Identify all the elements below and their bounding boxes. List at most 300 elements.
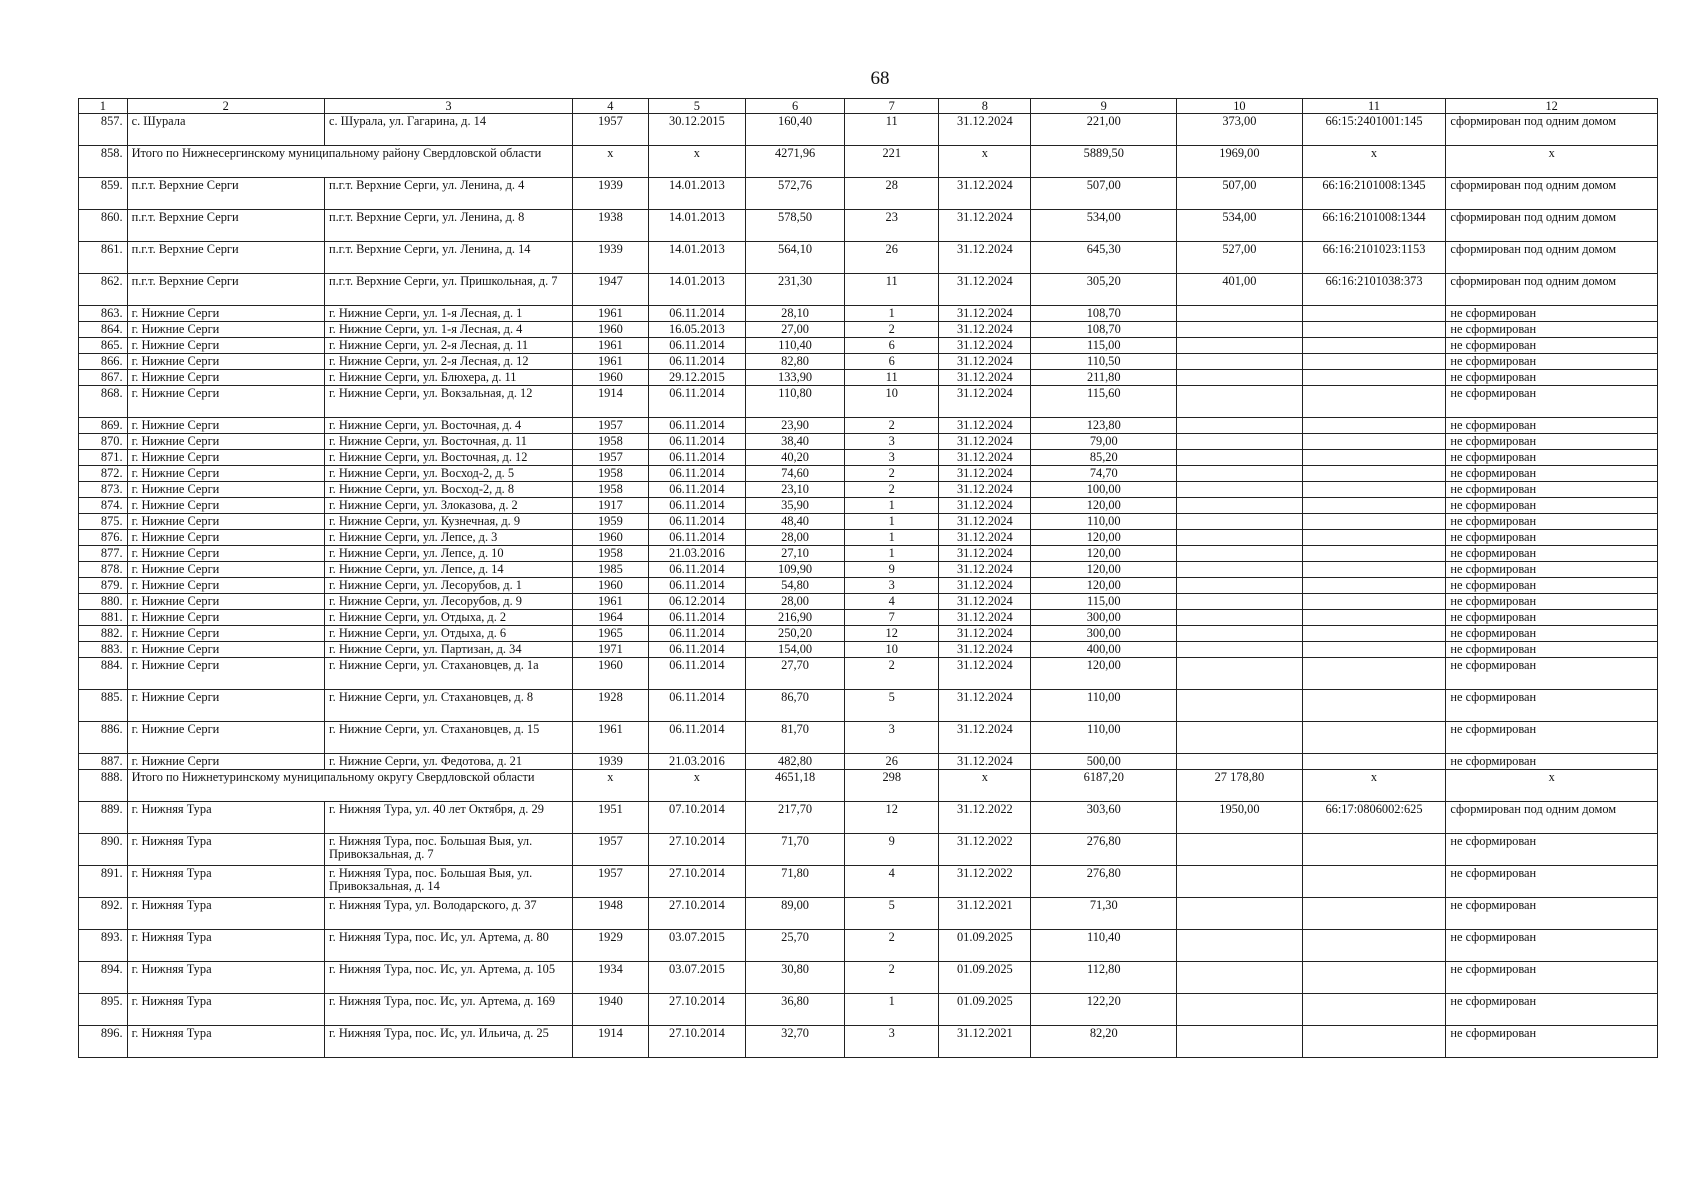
address-cell: с. Шурала, ул. Гагарина, д. 14 — [324, 114, 572, 146]
deadline-date-cell: 31.12.2024 — [939, 546, 1031, 562]
table-row — [79, 530, 1658, 546]
deadline-date-cell: 31.12.2024 — [939, 306, 1031, 322]
value-cell: 120,00 — [1031, 562, 1177, 578]
land-area-cell — [1177, 722, 1303, 754]
date-cell: 06.11.2014 — [648, 338, 745, 354]
address-cell: п.г.т. Верхние Серги, ул. Пришкольная, д. 7 — [324, 274, 572, 306]
year-cell: 1938 — [572, 210, 648, 242]
date-cell: 06.11.2014 — [648, 466, 745, 482]
land-status-cell: х — [1446, 146, 1658, 178]
table-row — [79, 962, 1658, 994]
value-cell: 5889,50 — [1031, 146, 1177, 178]
date-cell: 27.10.2014 — [648, 1026, 745, 1058]
date-cell: 07.10.2014 — [648, 802, 745, 834]
address-cell: п.г.т. Верхние Серги, ул. Ленина, д. 4 — [324, 178, 572, 210]
year-cell: 1957 — [572, 834, 648, 866]
settlement-cell: г. Нижние Серги — [127, 690, 324, 722]
area-cell: 564,10 — [745, 242, 844, 274]
area-cell: 27,10 — [745, 546, 844, 562]
residents-cell: 1 — [845, 530, 939, 546]
col-header-5: 5 — [648, 99, 745, 114]
table-row — [79, 898, 1658, 930]
area-cell: 30,80 — [745, 962, 844, 994]
date-cell: 06.11.2014 — [648, 482, 745, 498]
row-number-cell: 891. — [79, 866, 128, 898]
land-status-cell: сформирован под одним домом — [1446, 178, 1658, 210]
area-cell: 160,40 — [745, 114, 844, 146]
land-area-cell — [1177, 562, 1303, 578]
land-area-cell — [1177, 514, 1303, 530]
area-cell: 28,10 — [745, 306, 844, 322]
address-cell: г. Нижняя Тура, пос. Ис, ул. Артема, д. 80 — [324, 930, 572, 962]
row-number-cell: 896. — [79, 1026, 128, 1058]
row-number-cell: 863. — [79, 306, 128, 322]
table-row — [79, 1026, 1658, 1058]
settlement-cell: г. Нижняя Тура — [127, 1026, 324, 1058]
value-cell: 500,00 — [1031, 754, 1177, 770]
deadline-date-cell: 31.12.2024 — [939, 754, 1031, 770]
cadastral-number-cell — [1302, 722, 1446, 754]
residents-cell: 9 — [845, 834, 939, 866]
cadastral-number-cell — [1302, 354, 1446, 370]
address-cell: г. Нижние Серги, ул. Восточная, д. 12 — [324, 450, 572, 466]
date-cell: 14.01.2013 — [648, 242, 745, 274]
cadastral-number-cell: 66:16:2101023:1153 — [1302, 242, 1446, 274]
date-cell: 27.10.2014 — [648, 994, 745, 1026]
settlement-cell: г. Нижние Серги — [127, 482, 324, 498]
address-cell: г. Нижние Серги, ул. Восточная, д. 11 — [324, 434, 572, 450]
land-status-cell: не сформирован — [1446, 626, 1658, 642]
land-status-cell: не сформирован — [1446, 482, 1658, 498]
address-cell: г. Нижние Серги, ул. 2-я Лесная, д. 12 — [324, 354, 572, 370]
settlement-cell: г. Нижние Серги — [127, 722, 324, 754]
area-cell: 28,00 — [745, 530, 844, 546]
area-cell: 231,30 — [745, 274, 844, 306]
address-cell: г. Нижние Серги, ул. Лепсе, д. 10 — [324, 546, 572, 562]
row-number-cell: 882. — [79, 626, 128, 642]
year-cell: х — [572, 770, 648, 802]
value-cell: 85,20 — [1031, 450, 1177, 466]
land-status-cell: не сформирован — [1446, 722, 1658, 754]
date-cell: 06.11.2014 — [648, 562, 745, 578]
residents-cell: 4 — [845, 866, 939, 898]
land-area-cell: 507,00 — [1177, 178, 1303, 210]
land-status-cell: не сформирован — [1446, 530, 1658, 546]
date-cell: 14.01.2013 — [648, 274, 745, 306]
land-status-cell: не сформирован — [1446, 338, 1658, 354]
land-area-cell — [1177, 450, 1303, 466]
year-cell: 1917 — [572, 498, 648, 514]
date-cell: 06.11.2014 — [648, 642, 745, 658]
col-header-11: 11 — [1302, 99, 1446, 114]
area-cell: 32,70 — [745, 1026, 844, 1058]
address-cell: г. Нижние Серги, ул. 1-я Лесная, д. 1 — [324, 306, 572, 322]
residents-cell: 3 — [845, 722, 939, 754]
cadastral-number-cell — [1302, 578, 1446, 594]
row-number-cell: 887. — [79, 754, 128, 770]
year-cell: 1964 — [572, 610, 648, 626]
row-number-cell: 859. — [79, 178, 128, 210]
land-status-cell: не сформирован — [1446, 450, 1658, 466]
cadastral-number-cell — [1302, 338, 1446, 354]
settlement-cell: г. Нижние Серги — [127, 578, 324, 594]
value-cell: 645,30 — [1031, 242, 1177, 274]
address-cell: г. Нижние Серги, ул. Стахановцев, д. 1а — [324, 658, 572, 690]
settlement-cell: г. Нижние Серги — [127, 754, 324, 770]
settlement-cell: г. Нижняя Тура — [127, 834, 324, 866]
deadline-date-cell: 31.12.2024 — [939, 690, 1031, 722]
date-cell: 06.11.2014 — [648, 498, 745, 514]
year-cell: 1960 — [572, 578, 648, 594]
land-status-cell: не сформирован — [1446, 994, 1658, 1026]
deadline-date-cell: 31.12.2024 — [939, 626, 1031, 642]
table-row — [79, 274, 1658, 306]
row-number-cell: 879. — [79, 578, 128, 594]
year-cell: 1960 — [572, 658, 648, 690]
value-cell: 112,80 — [1031, 962, 1177, 994]
settlement-cell: п.г.т. Верхние Серги — [127, 274, 324, 306]
value-cell: 303,60 — [1031, 802, 1177, 834]
area-cell: 27,70 — [745, 658, 844, 690]
date-cell: 27.10.2014 — [648, 866, 745, 898]
value-cell: 507,00 — [1031, 178, 1177, 210]
area-cell: 89,00 — [745, 898, 844, 930]
residents-cell: 3 — [845, 450, 939, 466]
land-area-cell — [1177, 994, 1303, 1026]
area-cell: 250,20 — [745, 626, 844, 642]
table-row — [79, 754, 1658, 770]
deadline-date-cell: 31.12.2024 — [939, 242, 1031, 274]
area-cell: 109,90 — [745, 562, 844, 578]
address-cell: г. Нижние Серги, ул. Восточная, д. 4 — [324, 418, 572, 434]
row-number-cell: 878. — [79, 562, 128, 578]
value-cell: 115,00 — [1031, 594, 1177, 610]
total-label-cell: Итого по Нижнесергинскому муниципальному району Свердловской области — [127, 146, 572, 178]
residents-cell: 11 — [845, 114, 939, 146]
cadastral-number-cell — [1302, 1026, 1446, 1058]
land-status-cell: не сформирован — [1446, 834, 1658, 866]
land-area-cell — [1177, 466, 1303, 482]
cadastral-number-cell — [1302, 594, 1446, 610]
table-row — [79, 450, 1658, 466]
value-cell: 115,60 — [1031, 386, 1177, 418]
land-area-cell — [1177, 434, 1303, 450]
year-cell: 1958 — [572, 466, 648, 482]
residents-cell: 10 — [845, 642, 939, 658]
table-row — [79, 338, 1658, 354]
table-row — [79, 210, 1658, 242]
cadastral-number-cell — [1302, 642, 1446, 658]
date-cell: 06.11.2014 — [648, 306, 745, 322]
col-header-2: 2 — [127, 99, 324, 114]
address-cell: г. Нижняя Тура, пос. Ис, ул. Ильича, д. 25 — [324, 1026, 572, 1058]
date-cell: 06.11.2014 — [648, 610, 745, 626]
table-row — [79, 834, 1658, 866]
cadastral-number-cell — [1302, 754, 1446, 770]
cadastral-number-cell — [1302, 834, 1446, 866]
residents-cell: 1 — [845, 306, 939, 322]
area-cell: 23,90 — [745, 418, 844, 434]
date-cell: 30.12.2015 — [648, 114, 745, 146]
land-area-cell — [1177, 498, 1303, 514]
date-cell: 21.03.2016 — [648, 754, 745, 770]
year-cell: 1961 — [572, 594, 648, 610]
table-row — [79, 866, 1658, 898]
residents-cell: 1 — [845, 514, 939, 530]
address-cell: г. Нижние Серги, ул. Партизан, д. 34 — [324, 642, 572, 658]
date-cell: 06.11.2014 — [648, 434, 745, 450]
col-header-10: 10 — [1177, 99, 1303, 114]
address-cell: г. Нижние Серги, ул. Блюхера, д. 11 — [324, 370, 572, 386]
row-number-cell: 892. — [79, 898, 128, 930]
settlement-cell: г. Нижняя Тура — [127, 994, 324, 1026]
land-area-cell: 401,00 — [1177, 274, 1303, 306]
row-number-cell: 881. — [79, 610, 128, 626]
settlement-cell: г. Нижние Серги — [127, 418, 324, 434]
land-area-cell — [1177, 898, 1303, 930]
land-status-cell: не сформирован — [1446, 578, 1658, 594]
value-cell: 100,00 — [1031, 482, 1177, 498]
residents-cell: 1 — [845, 546, 939, 562]
land-area-cell — [1177, 530, 1303, 546]
land-area-cell — [1177, 322, 1303, 338]
residents-cell: 221 — [845, 146, 939, 178]
table-row — [79, 642, 1658, 658]
address-cell: г. Нижняя Тура, ул. 40 лет Октября, д. 29 — [324, 802, 572, 834]
value-cell: 108,70 — [1031, 306, 1177, 322]
land-status-cell: не сформирован — [1446, 354, 1658, 370]
col-header-12: 12 — [1446, 99, 1658, 114]
settlement-cell: г. Нижние Серги — [127, 658, 324, 690]
cadastral-number-cell — [1302, 418, 1446, 434]
page-number: 68 — [870, 68, 890, 89]
area-cell: 82,80 — [745, 354, 844, 370]
area-cell: 71,70 — [745, 834, 844, 866]
year-cell: 1934 — [572, 962, 648, 994]
deadline-date-cell: 31.12.2024 — [939, 530, 1031, 546]
year-cell: 1965 — [572, 626, 648, 642]
row-number-cell: 872. — [79, 466, 128, 482]
residents-cell: 2 — [845, 418, 939, 434]
deadline-date-cell: 31.12.2024 — [939, 658, 1031, 690]
year-cell: 1957 — [572, 114, 648, 146]
address-cell: г. Нижние Серги, ул. Лепсе, д. 14 — [324, 562, 572, 578]
land-status-cell: не сформирован — [1446, 754, 1658, 770]
year-cell: 1951 — [572, 802, 648, 834]
cadastral-number-cell — [1302, 482, 1446, 498]
table-row — [79, 658, 1658, 690]
date-cell: 06.11.2014 — [648, 450, 745, 466]
land-status-cell: не сформирован — [1446, 610, 1658, 626]
land-status-cell: не сформирован — [1446, 418, 1658, 434]
cadastral-number-cell: 66:15:2401001:145 — [1302, 114, 1446, 146]
year-cell: 1958 — [572, 434, 648, 450]
land-area-cell — [1177, 658, 1303, 690]
date-cell: 06.11.2014 — [648, 578, 745, 594]
column-number-row — [79, 99, 1658, 114]
residents-cell: 12 — [845, 626, 939, 642]
table-row — [79, 370, 1658, 386]
row-number-cell: 867. — [79, 370, 128, 386]
residents-cell: 1 — [845, 498, 939, 514]
date-cell: 06.11.2014 — [648, 690, 745, 722]
land-area-cell: 527,00 — [1177, 242, 1303, 274]
land-status-cell: х — [1446, 770, 1658, 802]
year-cell: 1957 — [572, 866, 648, 898]
table-row — [79, 498, 1658, 514]
date-cell: 14.01.2013 — [648, 178, 745, 210]
land-status-cell: не сформирован — [1446, 370, 1658, 386]
land-status-cell: не сформирован — [1446, 322, 1658, 338]
cadastral-number-cell — [1302, 962, 1446, 994]
land-area-cell: 27 178,80 — [1177, 770, 1303, 802]
address-cell: г. Нижние Серги, ул. Лесорубов, д. 1 — [324, 578, 572, 594]
address-cell: г. Нижние Серги, ул. 1-я Лесная, д. 4 — [324, 322, 572, 338]
cadastral-number-cell: х — [1302, 146, 1446, 178]
settlement-cell: г. Нижние Серги — [127, 466, 324, 482]
value-cell: 534,00 — [1031, 210, 1177, 242]
table-row — [79, 930, 1658, 962]
land-area-cell — [1177, 610, 1303, 626]
land-area-cell — [1177, 482, 1303, 498]
deadline-date-cell: 31.12.2024 — [939, 114, 1031, 146]
residents-cell: 26 — [845, 754, 939, 770]
area-cell: 4651,18 — [745, 770, 844, 802]
cadastral-number-cell: 66:16:2101038:373 — [1302, 274, 1446, 306]
deadline-date-cell: 31.12.2022 — [939, 834, 1031, 866]
land-area-cell — [1177, 834, 1303, 866]
residents-cell: 2 — [845, 962, 939, 994]
year-cell: 1947 — [572, 274, 648, 306]
year-cell: 1960 — [572, 370, 648, 386]
land-area-cell — [1177, 866, 1303, 898]
land-status-cell: не сформирован — [1446, 658, 1658, 690]
value-cell: 6187,20 — [1031, 770, 1177, 802]
date-cell: 27.10.2014 — [648, 898, 745, 930]
year-cell: х — [572, 146, 648, 178]
year-cell: 1960 — [572, 530, 648, 546]
col-header-1: 1 — [79, 99, 128, 114]
deadline-date-cell: 31.12.2021 — [939, 898, 1031, 930]
area-cell: 27,00 — [745, 322, 844, 338]
address-cell: г. Нижние Серги, ул. Стахановцев, д. 8 — [324, 690, 572, 722]
table-row — [79, 242, 1658, 274]
year-cell: 1939 — [572, 754, 648, 770]
deadline-date-cell: 31.12.2024 — [939, 370, 1031, 386]
deadline-date-cell: 31.12.2024 — [939, 514, 1031, 530]
table-row — [79, 994, 1658, 1026]
year-cell: 1960 — [572, 322, 648, 338]
land-status-cell: не сформирован — [1446, 386, 1658, 418]
settlement-cell: г. Нижняя Тура — [127, 802, 324, 834]
land-status-cell: не сформирован — [1446, 514, 1658, 530]
address-cell: г. Нижние Серги, ул. Восход-2, д. 8 — [324, 482, 572, 498]
cadastral-number-cell — [1302, 994, 1446, 1026]
table-row — [79, 802, 1658, 834]
total-row — [79, 770, 1658, 802]
address-cell: г. Нижние Серги, ул. Кузнечная, д. 9 — [324, 514, 572, 530]
value-cell: 300,00 — [1031, 610, 1177, 626]
year-cell: 1961 — [572, 354, 648, 370]
settlement-cell: г. Нижние Серги — [127, 594, 324, 610]
deadline-date-cell: 31.12.2024 — [939, 322, 1031, 338]
cadastral-number-cell — [1302, 898, 1446, 930]
address-cell: г. Нижние Серги, ул. 2-я Лесная, д. 11 — [324, 338, 572, 354]
deadline-date-cell: 31.12.2024 — [939, 386, 1031, 418]
deadline-date-cell: 31.12.2024 — [939, 642, 1031, 658]
value-cell: 300,00 — [1031, 626, 1177, 642]
value-cell: 276,80 — [1031, 834, 1177, 866]
deadline-date-cell: 31.12.2022 — [939, 866, 1031, 898]
settlement-cell: г. Нижние Серги — [127, 370, 324, 386]
value-cell: 71,30 — [1031, 898, 1177, 930]
year-cell: 1957 — [572, 418, 648, 434]
address-cell: г. Нижняя Тура, пос. Большая Выя, ул. Привокзальная, д. 7 — [324, 834, 572, 866]
row-number-cell: 889. — [79, 802, 128, 834]
row-number-cell: 860. — [79, 210, 128, 242]
cadastral-number-cell — [1302, 386, 1446, 418]
area-cell: 25,70 — [745, 930, 844, 962]
land-area-cell — [1177, 418, 1303, 434]
land-area-cell — [1177, 1026, 1303, 1058]
residents-cell: 7 — [845, 610, 939, 626]
residents-cell: 9 — [845, 562, 939, 578]
residents-cell: 23 — [845, 210, 939, 242]
date-cell: 29.12.2015 — [648, 370, 745, 386]
row-number-cell: 866. — [79, 354, 128, 370]
address-cell: г. Нижняя Тура, пос. Ис, ул. Артема, д. 105 — [324, 962, 572, 994]
area-cell: 4271,96 — [745, 146, 844, 178]
area-cell: 40,20 — [745, 450, 844, 466]
residents-cell: 3 — [845, 578, 939, 594]
table-row — [79, 178, 1658, 210]
value-cell: 110,00 — [1031, 514, 1177, 530]
row-number-cell: 870. — [79, 434, 128, 450]
cadastral-number-cell — [1302, 434, 1446, 450]
settlement-cell: г. Нижние Серги — [127, 562, 324, 578]
land-status-cell: не сформирован — [1446, 898, 1658, 930]
row-number-cell: 865. — [79, 338, 128, 354]
deadline-date-cell: 01.09.2025 — [939, 930, 1031, 962]
area-cell: 572,76 — [745, 178, 844, 210]
residents-cell: 26 — [845, 242, 939, 274]
value-cell: 79,00 — [1031, 434, 1177, 450]
land-status-cell: не сформирован — [1446, 306, 1658, 322]
land-status-cell: не сформирован — [1446, 642, 1658, 658]
address-cell: г. Нижние Серги, ул. Восход-2, д. 5 — [324, 466, 572, 482]
address-cell: п.г.т. Верхние Серги, ул. Ленина, д. 8 — [324, 210, 572, 242]
date-cell: 06.12.2014 — [648, 594, 745, 610]
settlement-cell: п.г.т. Верхние Серги — [127, 210, 324, 242]
residents-cell: 6 — [845, 354, 939, 370]
address-cell: г. Нижние Серги, ул. Стахановцев, д. 15 — [324, 722, 572, 754]
deadline-date-cell: 31.12.2021 — [939, 1026, 1031, 1058]
land-area-cell: 1969,00 — [1177, 146, 1303, 178]
cadastral-number-cell — [1302, 610, 1446, 626]
row-number-cell: 869. — [79, 418, 128, 434]
date-cell: 06.11.2014 — [648, 418, 745, 434]
land-status-cell: сформирован под одним домом — [1446, 242, 1658, 274]
value-cell: 276,80 — [1031, 866, 1177, 898]
date-cell: х — [648, 146, 745, 178]
land-status-cell: сформирован под одним домом — [1446, 114, 1658, 146]
residents-cell: 11 — [845, 370, 939, 386]
value-cell: 120,00 — [1031, 578, 1177, 594]
value-cell: 110,00 — [1031, 690, 1177, 722]
deadline-date-cell: 31.12.2024 — [939, 562, 1031, 578]
table-row — [79, 594, 1658, 610]
land-status-cell: не сформирован — [1446, 562, 1658, 578]
